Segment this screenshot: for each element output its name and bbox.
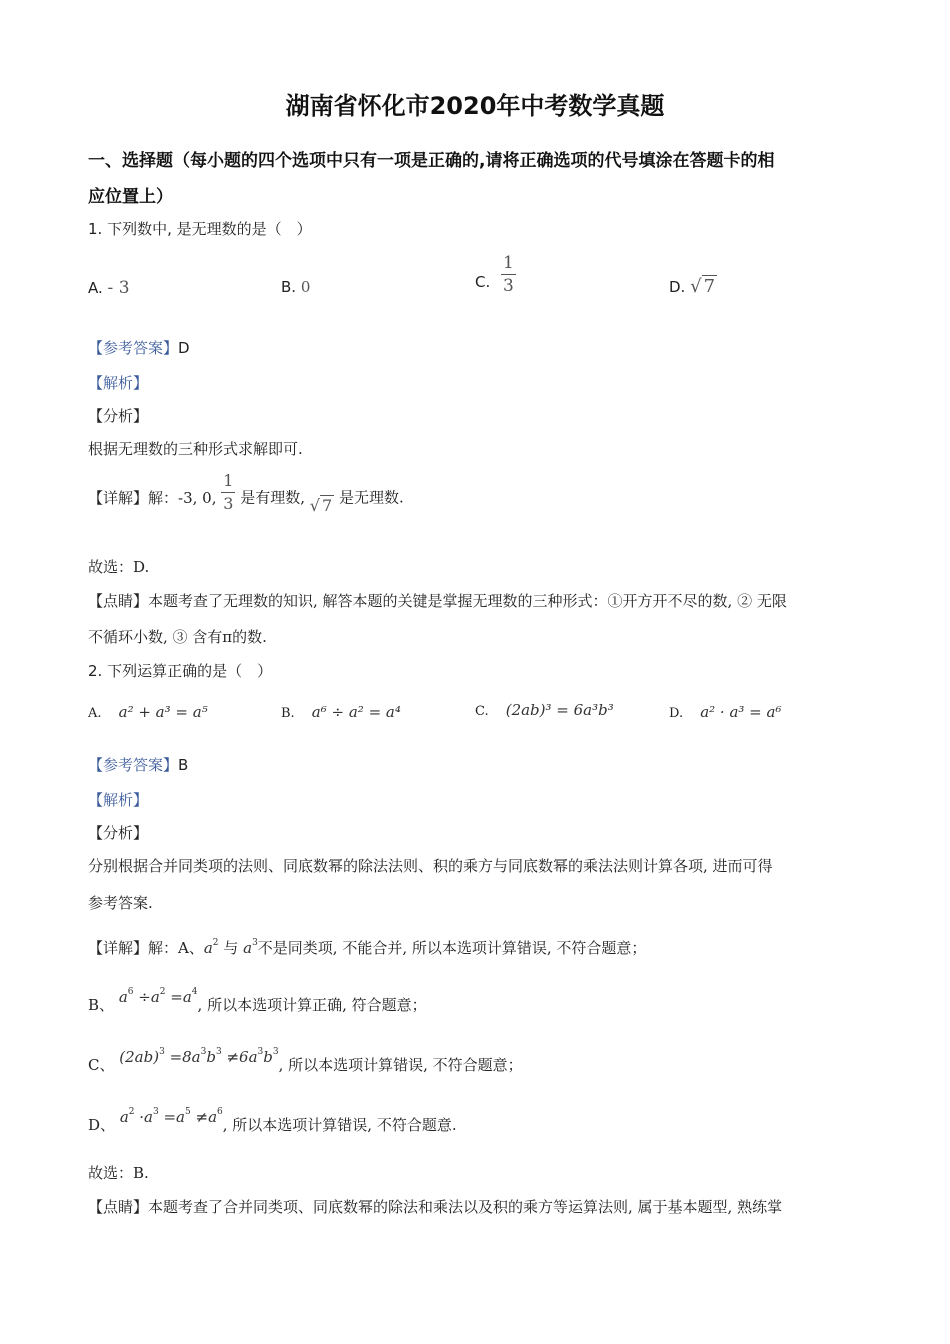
- q2-jiexi: 【解析】: [88, 791, 149, 809]
- section-heading-cont: 应位置上）: [88, 187, 173, 207]
- q1-answer: [88, 337, 190, 358]
- detail-prefix: 【详解】解：A、: [88, 939, 204, 957]
- detail-text: , 所以本选项计算错误, 不符合题意；: [278, 1056, 523, 1074]
- section-heading: 一、选择题（每小题的四个选项中只有一项是正确的,请将正确选项的代号填涂在答题卡的相: [88, 151, 775, 171]
- option-fraction: [501, 252, 516, 297]
- fraction-denominator: 3: [223, 494, 234, 513]
- option-letter: C.: [475, 704, 489, 719]
- q1-fenxi-text: 根据无理数的三种形式求解即可.: [88, 440, 303, 458]
- option-math: a⁶ ÷ a² = a⁴: [311, 703, 401, 721]
- option-letter: D.: [669, 278, 686, 296]
- q2-option-d: [669, 702, 781, 721]
- radicand: 7: [321, 495, 333, 515]
- q1-jiexi: 【解析】: [88, 374, 149, 392]
- detail-connector: 与: [223, 939, 239, 957]
- detail-letter: C、: [88, 1056, 115, 1074]
- fraction-numerator: 1: [221, 470, 235, 493]
- q2-fenxi-line1: 分别根据合并同类项的法则、同底数幂的除法法则、积的乘方与同底数幂的乘法法则计算各项, 进而可得: [88, 857, 773, 875]
- option-letter: B.: [281, 278, 297, 296]
- q2-option-a: [88, 702, 208, 721]
- detail-sqrt: √ 7: [309, 495, 333, 515]
- fraction-denominator: 3: [503, 276, 514, 296]
- q1-choose: 故选：D.: [88, 558, 150, 576]
- detail-text: 不是同类项, 不能合并, 所以本选项计算错误, 不符合题意；: [257, 939, 647, 957]
- q2-option-c: [475, 700, 614, 719]
- detail-fraction: [221, 470, 235, 515]
- q2-answer: [88, 754, 188, 775]
- q2-detail-d: [88, 1107, 457, 1135]
- detail-letter: D、: [88, 1116, 116, 1134]
- detail-math-a2: $a^2$: [203, 938, 219, 957]
- q1-option-d: [669, 276, 717, 297]
- q1-stem: 1. 下列数中, 是无理数的是（ ）: [88, 220, 312, 238]
- option-letter: D.: [669, 706, 684, 721]
- q2-fenxi: 【分析】: [88, 824, 149, 842]
- q2-choose: 故选：B.: [88, 1164, 149, 1182]
- option-value: 0: [300, 278, 311, 296]
- q1-option-a: [88, 278, 130, 298]
- answer-value: D: [178, 339, 190, 357]
- detail-math-a3: $a^3$: [243, 938, 258, 957]
- q2-fenxi-line2: 参考答案.: [88, 894, 153, 912]
- fraction-numerator: 1: [503, 253, 514, 273]
- option-math: (2ab)³ = 6a³b³: [505, 701, 614, 719]
- q1-option-b: [281, 278, 310, 296]
- option-math: a² · a³ = a⁶: [700, 703, 782, 721]
- q1-detail: [88, 471, 404, 515]
- q2-detail-b: [88, 987, 427, 1015]
- q2-stem: 2. 下列运算正确的是（ ）: [88, 662, 273, 680]
- radicand: 7: [703, 276, 716, 297]
- detail-letter: B、: [88, 996, 115, 1014]
- q2-detail-a: [88, 937, 646, 958]
- q1-dianjing-line1: 【点睛】本题考查了无理数的知识, 解答本题的关键是掌握无理数的三种形式：①开方开不尽的数, ② 无限: [88, 592, 787, 610]
- detail-text: , 所以本选项计算正确, 符合题意；: [197, 996, 427, 1014]
- page-title: 湖南省怀化市2020年中考数学真题: [285, 92, 665, 120]
- q1-dianjing-line2: 不循环小数, ③ 含有π的数.: [88, 628, 267, 646]
- detail-math: $a^2 \cdot a^3 =a^5 \ne a^6$: [119, 1107, 223, 1126]
- q2-dianjing: 【点睛】本题考查了合并同类项、同底数幂的除法和乘法以及积的乘方等运算法则, 属于基本题型, 熟练掌: [88, 1198, 783, 1216]
- option-letter: B.: [281, 706, 295, 721]
- option-letter: A.: [88, 279, 103, 297]
- detail-prefix: 【详解】解：-3, 0,: [88, 488, 217, 507]
- detail-math: $(2ab)^3 =8a^3b^3 \ne 6a^3b^3$: [119, 1047, 279, 1066]
- q2-option-b: [281, 702, 401, 721]
- detail-text: , 所以本选项计算错误, 不符合题意.: [222, 1116, 457, 1134]
- sqrt-expression: √ 7: [690, 276, 716, 297]
- answer-label: 【参考答案】: [88, 756, 179, 774]
- q2-detail-c: [88, 1047, 523, 1075]
- q1-fenxi: 【分析】: [88, 407, 149, 425]
- answer-label: 【参考答案】: [88, 339, 179, 357]
- option-value: - 3: [107, 278, 130, 298]
- option-math: a² + a³ = a⁵: [118, 703, 208, 721]
- option-letter: C.: [475, 273, 491, 291]
- q1-option-c: [475, 252, 516, 297]
- detail-end: 是无理数.: [338, 488, 404, 507]
- detail-math: $a^6 \div a^2 =a^4$: [118, 987, 198, 1006]
- answer-value: B: [178, 756, 189, 774]
- option-letter: A.: [88, 706, 102, 721]
- detail-mid: 是有理数,: [240, 488, 305, 507]
